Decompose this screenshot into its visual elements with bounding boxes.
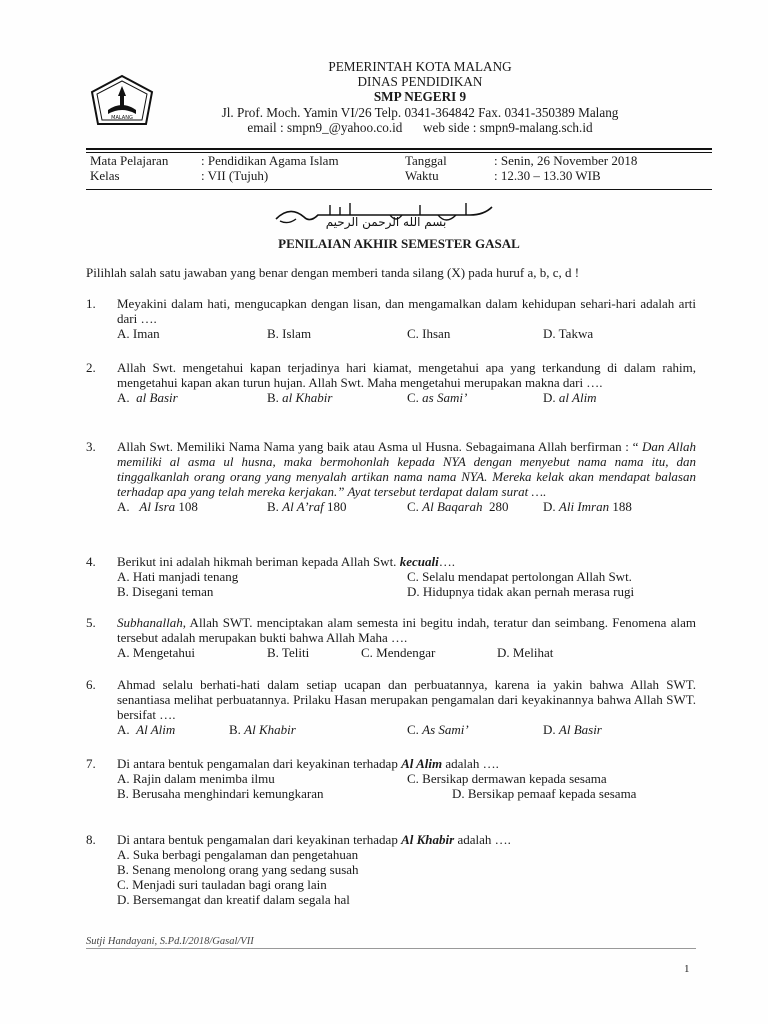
option-c[interactable]: C. Mendengar: [361, 645, 436, 660]
date-value: : Senin, 26 November 2018: [494, 153, 638, 168]
header-contact: [160, 121, 680, 136]
option-b[interactable]: B. Senang menolong orang yang sedang susah: [117, 862, 359, 877]
option-c[interactable]: C. Selalu mendapat pertolongan Allah Swt.: [407, 569, 632, 584]
option-b[interactable]: B. Berusaha menghindari kemungkaran: [117, 786, 324, 801]
option-d[interactable]: D. Bersemangat dan kreatif dalam segala hal: [117, 892, 350, 907]
question-text: Di antara bentuk pengamalan dari keyakinan terhadap Al Alim adalah ….: [117, 756, 499, 771]
option-c[interactable]: C. as Sami’: [407, 390, 468, 405]
question-4: [86, 554, 696, 599]
option-b[interactable]: B. Al Khabir: [229, 722, 296, 737]
question-number: 1.: [86, 296, 96, 311]
question-3: [86, 439, 696, 514]
emphasis-attribute: Al Alim: [401, 756, 443, 771]
option-a[interactable]: A. Mengetahui: [117, 645, 195, 660]
option-b[interactable]: B. Teliti: [267, 645, 310, 660]
question-text: Meyakini dalam hati, mengucapkan dengan lisan, dan mengamalkan dalam kehidupan sehari-hari adalah arti dari ….: [117, 296, 696, 326]
question-number: 8.: [86, 832, 96, 847]
subject-label: Mata Pelajaran: [90, 153, 169, 168]
question-number: 7.: [86, 756, 96, 771]
time-label: Waktu: [405, 168, 439, 183]
school-emblem-logo: [90, 74, 154, 128]
class-value: : VII (Tujuh): [201, 168, 269, 183]
question-text: Allah Swt. mengetahui kapan terjadinya hari kiamat, mengetahui apa yang terkandung di dalam rahim, mengetahui kapan akan turun hujan. Allah Swt. Maha mengetahui merupakan makna dari ….: [117, 360, 696, 390]
question-number: 2.: [86, 360, 96, 375]
date-label: Tanggal: [405, 153, 447, 168]
page-number: 1: [684, 963, 690, 975]
question-1: [86, 296, 696, 341]
question-text: Subhanallah, Allah SWT. menciptakan alam semesta ini begitu indah, teratur dan seimbang. Fenomena alam tersebut adalah merupakan bukti bahwa Allah Maha ….: [117, 615, 696, 645]
option-b[interactable]: B. Islam: [267, 326, 312, 341]
header-school-name: SMP NEGERI 9: [373, 89, 467, 104]
question-text: Ahmad selalu berhati-hati dalam setiap ucapan dan perbuatannya, karena ia yakin bahwa Allah SWT. senantiasa melihat perbuatannya. Prilaku Hasan merupakan pengamalan dari keyakinannya bahwa Allah SWT. bersifat ….: [117, 677, 696, 722]
question-number: 3.: [86, 439, 96, 454]
option-c[interactable]: C. Al Baqarah 280: [407, 499, 509, 514]
header-website: web side : smpn9-malang.sch.id: [423, 120, 593, 135]
option-c[interactable]: C. As Sami’: [407, 722, 469, 737]
question-number: 4.: [86, 554, 96, 569]
question-2: [86, 360, 696, 405]
option-a[interactable]: A. Al Isra 108: [117, 499, 198, 514]
question-number: 5.: [86, 615, 96, 630]
question-5: [86, 615, 696, 660]
option-b[interactable]: B. Al A’raf 180: [267, 499, 347, 514]
time-value: : 12.30 – 13.30 WIB: [494, 168, 601, 183]
option-c[interactable]: C. Ihsan: [407, 326, 451, 341]
subject-value: : Pendidikan Agama Islam: [201, 153, 339, 168]
basmalah-calligraphy: [270, 199, 502, 232]
class-label: Kelas: [90, 168, 120, 183]
option-b[interactable]: B. Disegani teman: [117, 584, 214, 599]
question-text: Allah Swt. Memiliki Nama Nama yang baik atau Asma ul Husna. Sebagaimana Allah berfirman : “ Dan Allah memiliki al asma ul husna, maka bermohonlah kepada NYA dengan menyebut nama nama itu, dan tinggalkanlah orang orang yang menyalah artikan nama nama NYA. Mereka kelak akan mendapat balasan terhadap apa yang telah mereka kerjakan.” Ayat tersebut terdapat dalam surat ….: [117, 439, 696, 499]
option-a[interactable]: A. Al Alim: [117, 722, 176, 737]
option-a[interactable]: A. al Basir: [117, 390, 178, 405]
question-text: Di antara bentuk pengamalan dari keyakinan terhadap Al Khabir adalah ….: [117, 832, 511, 847]
option-c[interactable]: C. Menjadi suri tauladan bagi orang lain: [117, 877, 327, 892]
option-d[interactable]: D. Al Basir: [543, 722, 602, 737]
exam-title: PENILAIAN AKHIR SEMESTER GASAL: [278, 236, 520, 251]
question-6: [86, 677, 696, 737]
info-divider: [86, 189, 712, 190]
option-d[interactable]: D. Melihat: [497, 645, 554, 660]
header-department: DINAS PENDIDIKAN: [357, 74, 483, 89]
option-b[interactable]: B. al Khabir: [267, 390, 333, 405]
emphasis-kecuali: kecuali: [399, 554, 439, 569]
option-d[interactable]: D. Bersikap pemaaf kepada sesama: [452, 786, 637, 801]
option-a[interactable]: A. Hati manjadi tenang: [117, 569, 239, 584]
svg-text:بسم الله الرحمن الرحيم: بسم الله الرحمن الرحيم: [325, 215, 447, 229]
header-address: Jl. Prof. Moch. Yamin VI/26 Telp. 0341-364842 Fax. 0341-350389 Malang: [221, 105, 619, 120]
option-d[interactable]: D. Hidupnya tidak akan pernah merasa rugi: [407, 584, 635, 599]
emphasis-attribute: Al Khabir: [401, 832, 455, 847]
question-7: [86, 756, 696, 801]
option-d[interactable]: D. al Alim: [543, 390, 597, 405]
option-d[interactable]: D. Ali Imran 188: [543, 499, 632, 514]
header-divider-thick: [86, 148, 712, 150]
option-c[interactable]: C. Bersikap dermawan kepada sesama: [407, 771, 607, 786]
option-d[interactable]: D. Takwa: [543, 326, 594, 341]
header-email: email : smpn9_@yahoo.co.id: [247, 120, 403, 135]
option-a[interactable]: A. Suka berbagi pengalaman dan pengetahuan: [117, 847, 359, 862]
footer-divider: [86, 948, 696, 949]
footer-author: Sutji Handayani, S.Pd.I/2018/Gasal/VII: [86, 936, 254, 947]
option-a[interactable]: A. Rajin dalam menimba ilmu: [117, 771, 275, 786]
question-number: 6.: [86, 677, 96, 692]
quran-quote: Dan Allah memiliki al asma ul husna, maka bermohonlah kepada NYA dengan menyebut nama nama itu, dan tinggalkanlah orang orang yang menyalah artikan nama nama NYA. Mereka kelak akan mendapat balasan terhadap apa yang telah mereka kerjakan.” Ayat tersebut terdapat dalam surat ….: [117, 439, 696, 499]
exam-instruction: Pilihlah salah satu jawaban yang benar dengan memberi tanda silang (X) pada huruf a, b, c, d !: [86, 265, 580, 280]
svg-text:MALANG: MALANG: [111, 115, 133, 121]
question-text: Berikut ini adalah hikmah beriman kepada Allah Swt. kecuali….: [117, 554, 455, 569]
option-a[interactable]: A. Iman: [117, 326, 160, 341]
header-government: PEMERINTAH KOTA MALANG: [328, 59, 512, 74]
question-8: [86, 832, 696, 907]
